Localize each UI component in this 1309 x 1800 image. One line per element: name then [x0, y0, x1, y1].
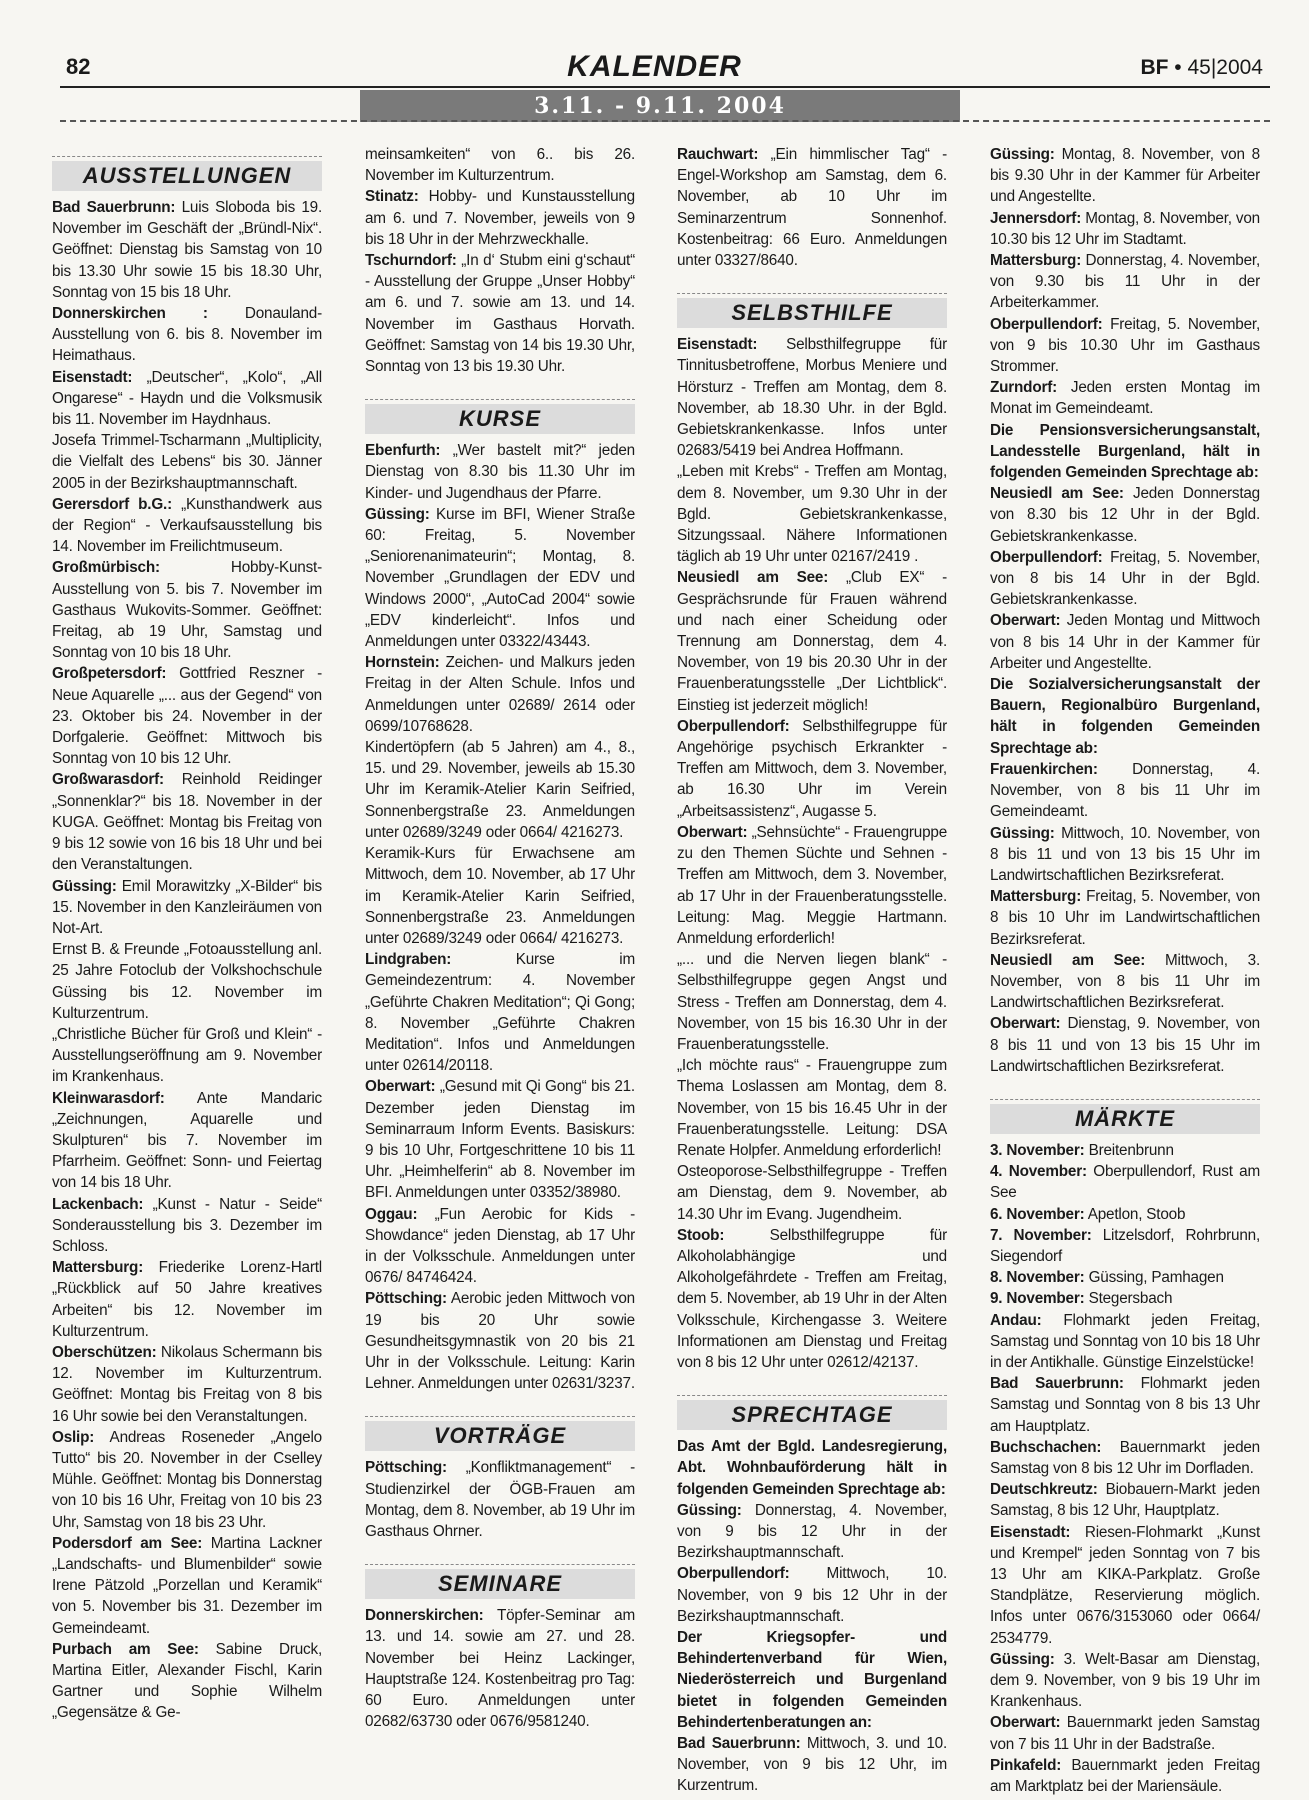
entry-text: Apetlon, Stoob	[1084, 1205, 1186, 1223]
section-heading-sprechtage: SPRECHTAGE	[677, 1395, 947, 1430]
calendar-entry	[365, 1605, 635, 1732]
entry-place: Oberwart:	[990, 612, 1061, 630]
calendar-entry	[52, 663, 322, 769]
calendar-entry	[677, 1500, 947, 1564]
entry-text: Zeichen- und Malkurs jeden Freitag in der Alten Schule. Infos und Anmeldungen unter 02689/ 2614 oder 0699/10768628.	[365, 654, 635, 735]
entry-text: „Kunst - Natur - Seide“ Sonderausstellung bis 3. Dezember im Schloss.	[52, 1195, 322, 1255]
entry-text: „Fun Aerobic for Kids - Showdance“ jeden Dienstag, ab 17 Uhr in der Volksschule. Anmeldungen unter 0676/ 84746424.	[365, 1205, 635, 1287]
entry-text: Kindertöpfern (ab 5 Jahren) am 4., 8., 15. und 29. November, jeweils ab 15.30 Uhr im Keramik-Atelier Karin Seifried, Sonnenbergstraße 23. Anmeldungen unter 02689/3249 oder 0664/ 4216273.	[365, 739, 635, 841]
entry-text: Mittwoch, 3. November, von 8 bis 11 Uhr im Landwirtschaftlichen Bezirksreferat.	[990, 951, 1260, 1012]
calendar-entry	[52, 494, 322, 558]
entry-text: 3. Welt-Basar am Dienstag, dem 9. November, von 9 bis 19 Uhr im Krankenhaus.	[990, 1650, 1260, 1711]
entry-place: Oberpullendorf:	[990, 548, 1103, 566]
calendar-entry	[365, 1204, 635, 1289]
entry-text: Bauernmarkt jeden Freitag am Marktplatz bei der Mariensäule.	[990, 1756, 1260, 1796]
calendar-entry	[677, 1563, 947, 1627]
entry-text: Freitag, 5. November, von 8 bis 10 Uhr im Landwirtschaftlichen Bezirksreferat.	[990, 888, 1260, 948]
entry-text: Martina Lackner „Landschafts- und Blumenbilder“ sowie Irene Pätzold „Porzellan und Keramik“ von 5. November bis 31. Dezember im Gemeindeamt.	[52, 1534, 322, 1637]
entry-place: Pöttsching:	[365, 1459, 447, 1477]
entry-place: 7. November:	[990, 1226, 1092, 1244]
calendar-entry	[52, 1533, 322, 1639]
entry-place: Oberpullendorf:	[990, 315, 1103, 333]
calendar-entry	[365, 440, 635, 504]
entry-text: Freitag, 5. November, von 8 bis 14 Uhr in der Bgld. Gebietskrankenkasse.	[990, 548, 1260, 609]
entry-place: Bad Sauerbrunn:	[677, 1735, 801, 1753]
entry-text: Bauernmarkt jeden Samstag von 8 bis 12 Uhr im Dorfladen.	[990, 1438, 1260, 1477]
entry-place: Pinkafeld:	[990, 1756, 1062, 1774]
calendar-entry	[52, 430, 322, 494]
entry-place: 3. November:	[990, 1141, 1085, 1159]
entry-text: Selbsthilfegruppe für Angehörige psychisch Erkrankter - Treffen am Mittwoch, dem 3. November, ab 16.30 Uhr im Verein „Arbeitsassistenz“, Augasse 5.	[677, 717, 947, 820]
calendar-entry	[990, 1288, 1260, 1309]
entry-text: Mittwoch, 10. November, von 8 bis 11 und von 13 bis 15 Uhr im Landwirtschaftlichen Bezirksreferat.	[990, 824, 1260, 884]
calendar-entry	[990, 1479, 1260, 1521]
calendar-entry	[990, 1225, 1260, 1267]
entry-place: 9. November:	[990, 1290, 1085, 1308]
entry-place: Donnerskirchen :	[52, 305, 208, 323]
entry-place: Jennersdorf:	[990, 209, 1082, 227]
entry-place: Die Pensionsversicherungsanstalt, Landesstelle Burgenland, hält in folgenden Gemeinden Sprechtage ab:	[990, 421, 1260, 482]
entry-place: Mattersburg:	[990, 888, 1082, 906]
calendar-entry	[677, 1627, 947, 1733]
entry-text: Freitag, 5. November, von 9 bis 10.30 Uhr im Gasthaus Strommer.	[990, 315, 1260, 376]
calendar-entry	[365, 652, 635, 737]
entry-text: „Deutscher“, „Kolo“, „All Ongarese“ - Haydn und die Volksmusik bis 11. November im Haydnhaus.	[52, 368, 322, 429]
entry-place: 4. November:	[990, 1163, 1087, 1181]
entry-place: Güssing:	[990, 1650, 1055, 1668]
calendar-entry	[990, 144, 1260, 208]
pub-name: BF	[1140, 56, 1169, 79]
entry-place: Andau:	[990, 1311, 1042, 1329]
calendar-entry	[990, 1161, 1260, 1203]
entry-place: Güssing:	[365, 505, 430, 523]
calendar-entry	[52, 367, 322, 431]
entry-place: Donnerskirchen:	[365, 1607, 484, 1625]
entry-text: Ante Mandaric „Zeichnungen, Aquarelle und Skulpturen“ bis 7. November im Pfarrheim. Geöffnet: Sonn- und Feiertag von 14 bis 18 Uhr.	[52, 1089, 322, 1192]
calendar-entry	[677, 1055, 947, 1161]
calendar-entry	[990, 1267, 1260, 1288]
calendar-entry	[365, 144, 635, 186]
issue-label	[1140, 56, 1263, 80]
entry-place: Deutschkreutz:	[990, 1481, 1098, 1499]
calendar-entry	[677, 1161, 947, 1225]
entry-text: Donnerstag, 4. November, von 9.30 bis 11 Uhr in der Arbeiterkammer.	[990, 252, 1260, 312]
calendar-entry	[990, 1140, 1260, 1161]
entry-place: Der Kriegsopfer- und Behindertenverband für Wien, Niederösterreich und Burgenland bietet in folgenden Gemeinden Behindertenberatungen an:	[677, 1629, 947, 1731]
entry-place: Güssing:	[52, 877, 117, 895]
entry-text: Jeden ersten Montag im Monat im Gemeindeamt.	[990, 379, 1260, 418]
section-heading-ausstellungen: AUSSTELLUNGEN	[52, 156, 322, 191]
entry-place: Bad Sauerbrunn:	[990, 1375, 1124, 1393]
entry-place: Die Sozialversicherungsanstalt der Bauern, Regionalbüro Burgenland, hält in folgenden Gemeinden Sprechtage ab:	[990, 676, 1260, 757]
ausstellungen-cont-list	[365, 144, 635, 377]
calendar-entry	[990, 1522, 1260, 1649]
pub-issue: • 45|2004	[1168, 56, 1263, 79]
entry-text: „In d‘ Stubm eini g‘schaut“ - Ausstellung der Gruppe „Unser Hobby“ am 6. und 7. sowie am 13. und 14. November im Gasthaus Horvath. Geöffnet: Samstag von 14 bis 19.30 Uhr, Sonntag von 13 bis 19.30 Uhr.	[365, 252, 635, 376]
calendar-entry	[677, 1733, 947, 1797]
entry-place: Oslip:	[52, 1428, 95, 1446]
calendar-entry	[365, 1288, 635, 1394]
calendar-entry	[365, 1076, 635, 1203]
entry-text: Kurse im Gemeindezentrum: 4. November „Geführte Chakren Meditation“; Qi Gong; 8. November „Geführte Chakren Meditation“. Infos und Anmeldungen unter 02614/20118.	[365, 951, 635, 1075]
entry-text: Andreas Roseneder „Angelo Tutto“ bis 20. November in der Cselley Mühle. Geöffnet: Montag bis Donnerstag von 10 bis 16 Uhr, Freitag von 10 bis 23 Uhr, Samstag von 18 bis 23 Uhr.	[52, 1428, 322, 1531]
entry-place: Oberwart:	[990, 1015, 1061, 1033]
entry-text: Biobauern-Markt jeden Samstag, 8 bis 12 Uhr, Hauptplatz.	[990, 1481, 1260, 1520]
calendar-entry	[52, 769, 322, 875]
entry-text: Montag, 8. November, von 10.30 bis 12 Uhr im Stadtamt.	[990, 209, 1260, 248]
entry-place: Oberschützen:	[52, 1343, 157, 1361]
entry-place: Frauenkirchen:	[990, 760, 1098, 778]
calendar-entry	[677, 461, 947, 567]
calendar-entry	[990, 1712, 1260, 1754]
entry-place: Buchschachen:	[990, 1438, 1102, 1456]
entry-place: 6. November:	[990, 1205, 1085, 1223]
entry-place: Bad Sauerbrunn:	[52, 199, 176, 216]
selbsthilfe-list	[677, 334, 947, 1373]
entry-text: „Club EX“ - Gesprächsrunde für Frauen während und nach einer Scheidung oder Trennung am Donnerstag, dem 4. November, von 19 bis 20.30 Uhr in der Frauenberatungsstelle „Der Lichtblick“. Einstieg ist jederzeit möglich!	[677, 569, 948, 714]
entry-place: Güssing:	[990, 146, 1055, 163]
calendar-entry	[990, 208, 1260, 250]
calendar-entry	[990, 1310, 1260, 1374]
calendar-entry	[52, 1024, 322, 1088]
entry-place: Lindgraben:	[365, 951, 452, 969]
calendar-entry	[677, 716, 947, 822]
entry-place: Mattersburg:	[52, 1259, 144, 1277]
maerkte-list	[990, 1140, 1260, 1797]
entry-text: „Ein himmlischer Tag“ - Engel-Workshop am Samstag, dem 6. November, ab 10 Uhr im Seminarzentrum Sonnenhof. Kostenbeitrag: 66 Euro. Anmeldungen unter 03327/8640.	[677, 146, 947, 270]
section-heading-kurse: KURSE	[365, 399, 635, 434]
entry-place: Hornstein:	[365, 654, 440, 672]
entry-place: Eisenstadt:	[677, 336, 758, 354]
calendar-entry	[677, 334, 947, 461]
entry-place: Ebenfurth:	[365, 442, 441, 460]
calendar-entry	[677, 822, 947, 949]
entry-text: Josefa Trimmel-Tscharmann „Multiplicity, die Vielfalt des Lebens“ bis 30. Jänner 2005 in der Bezirkshauptmannschaft.	[52, 432, 322, 492]
sprechtage-list	[677, 1436, 947, 1796]
entry-place: Neusiedl am See:	[677, 569, 829, 587]
entry-text: Güssing, Pamhagen	[1084, 1269, 1224, 1287]
entry-text: Jeden Montag und Mittwoch von 8 bis 14 Uhr in der Kammer für Arbeiter und Angestellte.	[990, 612, 1260, 672]
entry-place: Oberpullendorf:	[677, 717, 790, 735]
entry-text: Stegersbach	[1084, 1290, 1173, 1308]
calendar-entry	[677, 949, 947, 1055]
column-3	[677, 148, 947, 1797]
entry-place: Güssing:	[677, 1501, 742, 1519]
calendar-entry	[365, 843, 635, 949]
entry-place: Oberwart:	[365, 1078, 436, 1096]
calendar-entry	[990, 1013, 1260, 1077]
section-heading-vortraege: VORTRÄGE	[365, 1416, 635, 1451]
entry-text: Litzelsdorf, Rohrbrunn, Siegendorf	[990, 1226, 1260, 1265]
calendar-entry	[990, 610, 1260, 674]
entry-place: 8. November:	[990, 1269, 1085, 1287]
calendar-entry	[365, 737, 635, 843]
calendar-entry	[52, 303, 322, 367]
entry-place: Großwarasdorf:	[52, 771, 164, 789]
entry-place: Kleinwarasdorf:	[52, 1089, 165, 1107]
calendar-entry	[365, 250, 635, 377]
section-heading-selbsthilfe: SELBSTHILFE	[677, 293, 947, 328]
entry-text: „Kunsthandwerk aus der Region“ - Verkaufsausstellung bis 14. November im Freilichtmuseum.	[52, 495, 322, 556]
entry-text: Osteoporose-Selbsthilfegruppe - Treffen am Dienstag, dem 9. November, ab 14.30 Uhr im Evang. Jugendheim.	[677, 1163, 947, 1223]
calendar-entry	[52, 939, 322, 1024]
entry-place: Lackenbach:	[52, 1195, 144, 1213]
entry-text: Jeden Donnerstag von 8.30 bis 12 Uhr in der Bgld. Gebietskrankenkasse.	[990, 485, 1260, 545]
entry-place: Eisenstadt:	[52, 368, 133, 386]
entry-text: Hobby- und Kunstausstellung am 6. und 7. November, jeweils von 9 bis 18 Uhr in der Mehrzweckhalle.	[365, 188, 635, 248]
column-1	[52, 148, 322, 1724]
entry-place: Purbach am See:	[52, 1640, 199, 1658]
entry-text: Kurse im BFI, Wiener Straße 60: Freitag, 5. November „Seniorenanimateurin“; Montag, 8. November „Grundlagen der EDV und Windows 2000“, „AutoCad 2004“ sowie „EDV kinderleicht“. Infos und Anmeldungen unter 03322/43443.	[365, 505, 635, 651]
entry-text: Luis Sloboda bis 19. November im Geschäft der „Bründl-Nix“. Geöffnet: Dienstag bis Samstag von 10 bis 13.30 Uhr sowie 15 bis 18.30 Uhr, Sonntag von 15 bis 18 Uhr.	[52, 199, 322, 301]
entry-text: „Konfliktmanagement“ - Studienzirkel der ÖGB-Frauen am Montag, dem 8. November, ab 19 Uhr im Gasthaus Ohrner.	[365, 1459, 635, 1540]
calendar-entry	[52, 1427, 322, 1533]
entry-text: „... und die Nerven liegen blank“ - Selbsthilfegruppe gegen Angst und Stress - Treffen am Donnerstag, dem 4. November, von 15 bis 16.30 Uhr in der Frauenberatungsstelle.	[677, 951, 947, 1053]
entry-text: Selbsthilfegruppe für Tinnitusbetroffene, Morbus Meniere und Hörsturz - Treffen am Montag, dem 8. November, ab 18.30 Uhr. in der Bgld. Gebietskrankenkasse. Infos unter 02683/5419 bei Andrea Hoffmann.	[677, 336, 947, 460]
column-2	[365, 148, 635, 1732]
entry-place: Mattersburg:	[990, 252, 1082, 270]
calendar-entry	[990, 886, 1260, 950]
seminare-list	[365, 1605, 635, 1732]
calendar-entry	[990, 420, 1260, 484]
calendar-entry	[990, 1437, 1260, 1479]
calendar-entry	[677, 567, 947, 715]
entry-text: Hobby-Kunst-Ausstellung von 5. bis 7. November im Gasthaus Wukovits-Sommer. Geöffnet: Freitag, ab 19 Uhr, Samstag und Sonntag von 10 bis 18 Uhr.	[52, 559, 322, 662]
calendar-entry	[52, 876, 322, 940]
entry-text: „Ich möchte raus“ - Frauengruppe zum Thema Loslassen am Montag, dem 8. November, von 15 bis 16.45 Uhr in der Frauenberatungsstelle. Leitung: DSA Renate Holpfer. Anmeldung erforderlich!	[677, 1057, 947, 1159]
header-rule	[60, 86, 1270, 88]
entry-place: Oggau:	[365, 1205, 418, 1223]
calendar-entry	[990, 759, 1260, 823]
calendar-entry	[990, 1649, 1260, 1713]
calendar-entry	[990, 823, 1260, 887]
entry-place: Podersdorf am See:	[52, 1534, 203, 1552]
calendar-entry	[365, 186, 635, 250]
entry-text: meinsamkeiten“ von 6.. bis 26. November im Kulturzentrum.	[365, 146, 635, 185]
entry-text: Breitenbrunn	[1084, 1141, 1174, 1159]
calendar-entry	[990, 950, 1260, 1014]
entry-place: Das Amt der Bgld. Landesregierung, Abt. Wohnbauförderung hält in folgenden Gemeinden Sprechtage ab:	[677, 1438, 947, 1498]
entry-place: Großmürbisch:	[52, 559, 160, 577]
entry-text: Emil Morawitzky „X-Bilder“ bis 15. November in den Kanzleiräumen von Not-Art.	[52, 877, 322, 937]
entry-text: Friederike Lorenz-Hartl „Rückblick auf 50 Jahre kreatives Arbeiten“ bis 12. November im Kulturzentrum.	[52, 1259, 322, 1340]
vortraege-list	[365, 1457, 635, 1542]
entry-text: Reinhold Reidinger „Sonnenklar?“ bis 18. November in der KUGA. Geöffnet: Montag bis Freitag von 9 bis 12 sowie von 16 bis 18 Uhr und bei den Veranstaltungen.	[52, 771, 322, 874]
entry-text: Aerobic jeden Mittwoch von 19 bis 20 Uhr sowie Gesundheitsgymnastik von 20 bis 21 Uhr in der Volksschule. Leitung: Karin Lehner. Anmeldungen unter 02631/3237.	[365, 1290, 635, 1393]
calendar-entry	[990, 483, 1260, 547]
calendar-entry	[990, 1373, 1260, 1437]
calendar-entry	[52, 1194, 322, 1258]
entry-place: Zurndorf:	[990, 379, 1058, 397]
calendar-entry	[990, 674, 1260, 759]
calendar-entry	[52, 197, 322, 303]
calendar-entry	[990, 314, 1260, 378]
entry-text: „Sehnsüchte“ - Frauengruppe zu den Themen Süchte und Sehnen - Treffen am Mittwoch, dem 3. November, ab 17 Uhr in der Frauenberatungsstelle. Leitung: Mag. Meggie Hartmann. Anmeldung erforderlich!	[677, 823, 947, 947]
calendar-entry	[677, 1225, 947, 1373]
entry-text: Sabine Druck, Martina Eitler, Alexander Fischl, Karin Gartner und Sophie Wilhelm „Gegensätze & Ge-	[52, 1640, 322, 1722]
calendar-entry	[677, 144, 947, 271]
entry-text: Dienstag, 9. November, von 8 bis 11 und von 13 bis 15 Uhr im Landwirtschaftlichen Bezirksreferat.	[990, 1015, 1260, 1075]
page-title: KALENDER	[567, 50, 742, 83]
entry-place: Stoob:	[677, 1226, 725, 1244]
calendar-entry	[365, 1457, 635, 1542]
entry-text: Gottfried Reszner - Neue Aquarelle „... aus der Gegend“ von 23. Oktober bis 24. November in der Dorfgalerie. Geöffnet: Mittwoch bis Sonntag von 10 bis 12 Uhr.	[52, 665, 322, 768]
entry-place: Rauchwart:	[677, 146, 759, 163]
calendar-entry	[990, 1204, 1260, 1225]
page-header	[0, 0, 1309, 130]
calendar-entry	[990, 250, 1260, 314]
entry-place: Pöttsching:	[365, 1290, 447, 1308]
calendar-entry	[677, 1436, 947, 1500]
calendar-entry	[990, 1755, 1260, 1797]
entry-place: Tschurndorf:	[365, 252, 457, 270]
entry-place: Großpetersdorf:	[52, 665, 167, 683]
entry-text: Keramik-Kurs für Erwachsene am Mittwoch, dem 10. November, ab 17 Uhr im Keramik-Atelier Karin Seifried, Sonnenbergstraße 23. Anmeldungen unter 02689/3249 oder 0664/ 4216273.	[365, 845, 635, 947]
entry-text: Flohmarkt jeden Samstag und Sonntag von 8 bis 13 Uhr am Hauptplatz.	[990, 1375, 1260, 1435]
entry-text: „Christliche Bücher für Groß und Klein“ - Ausstellungseröffnung am 9. November im Krankenhaus.	[52, 1025, 322, 1086]
entry-place: Neusiedl am See:	[990, 485, 1124, 503]
entry-text: Donnerstag, 4. November, von 9 bis 12 Uhr in der Bezirkshauptmannschaft.	[677, 1501, 947, 1562]
entry-place: Gerersdorf b.G.:	[52, 495, 172, 513]
entry-place: Eisenstadt:	[990, 1523, 1071, 1541]
calendar-entry	[52, 1257, 322, 1342]
calendar-entry	[365, 504, 635, 652]
ausstellungen-list	[52, 197, 322, 1724]
entry-place: Güssing:	[990, 824, 1055, 842]
calendar-entry	[52, 1639, 322, 1724]
calendar-entry	[990, 547, 1260, 611]
entry-text: Bauernmarkt jeden Samstag von 7 bis 11 Uhr in der Badstraße.	[990, 1714, 1260, 1753]
kurse-list	[365, 440, 635, 1394]
entry-text: Donnerstag, 4. November, von 8 bis 11 Uhr im Gemeindeamt.	[990, 760, 1260, 821]
sprechtage-cont-list	[990, 144, 1260, 1077]
section-heading-seminare: SEMINARE	[365, 1564, 635, 1599]
entry-text: Riesen-Flohmarkt „Kunst und Krempel“ jeden Sonntag von 7 bis 13 Uhr am KIKA-Parkplatz. Große Standplätze, Reservierung möglich. Infos unter 0676/3153060 oder 0664/ 2534779.	[990, 1523, 1260, 1647]
date-range: 3.11. - 9.11. 2004	[360, 90, 960, 122]
entry-place: Neusiedl am See:	[990, 951, 1146, 969]
entry-text: Donauland-Ausstellung von 6. bis 8. November im Heimathaus.	[52, 305, 322, 365]
entry-place: Oberwart:	[677, 823, 748, 841]
entry-place: Oberwart:	[990, 1714, 1061, 1732]
entry-text: Ernst B. & Freunde „Fotoausstellung anl. 25 Jahre Fotoclub der Volkshochschule Güssing bis 12. November im Kulturzentrum.	[52, 941, 322, 1022]
entry-text: Nikolaus Schermann bis 12. November im Kulturzentrum. Geöffnet: Montag bis Freitag von 8 bis 16 Uhr sowie bei den Veranstaltungen.	[52, 1343, 322, 1425]
entry-text: Selbsthilfegruppe für Alkoholabhängige und Alkoholgefährdete - Treffen am Freitag, dem 5. November, ab 19 Uhr in der Alten Volksschule, Kirchengasse 3. Weitere Informationen am Dienstag und Freitag von 8 bis 12 Uhr unter 02612/42137.	[677, 1226, 947, 1371]
calendar-entry	[52, 1088, 322, 1194]
entry-text: „Gesund mit Qi Gong“ bis 21. Dezember jeden Dienstag im Seminarraum Inform Events. Basiskurs: 9 bis 10 Uhr, Fortgeschrittene 10 bis 11 Uhr. „Heimhelferin“ ab 8. November im BFI. Anmeldungen unter 03352/38980.	[365, 1078, 635, 1202]
section-heading-maerkte: MÄRKTE	[990, 1099, 1260, 1134]
entry-text: Oberpullendorf, Rust am See	[990, 1163, 1260, 1202]
entry-place: Oberpullendorf:	[677, 1565, 790, 1583]
calendar-entry	[365, 949, 635, 1076]
entry-text: Mittwoch, 3. und 10. November, von 9 bis 12 Uhr, im Kurzentrum.	[677, 1735, 947, 1795]
entry-text: Töpfer-Seminar am 13. und 14. sowie am 27. und 28. November bei Heinz Lackinger, Hauptstraße 124. Kostenbeitrag pro Tag: 60 Euro. Anmeldungen unter 02682/63730 oder 0676/9581240.	[365, 1607, 635, 1731]
entry-place: Stinatz:	[365, 188, 419, 206]
calendar-entry	[52, 557, 322, 663]
page-number: 82	[66, 54, 91, 79]
entry-text: „Wer bastelt mit?“ jeden Dienstag von 8.30 bis 11.30 Uhr im Kinder- und Jugendhaus der Pfarre.	[365, 442, 635, 502]
column-4	[990, 148, 1260, 1797]
entry-text: „Leben mit Krebs“ - Treffen am Montag, dem 8. November, um 9.30 Uhr in der Bgld. Gebietskrankenkasse, Sitzungssaal. Nähere Informationen täglich ab 19 Uhr unter 02167/2419 .	[677, 463, 947, 566]
seminare-cont-list	[677, 144, 947, 271]
entry-text: Mittwoch, 10. November, von 9 bis 12 Uhr in der Bezirkshauptmannschaft.	[677, 1565, 947, 1625]
calendar-entry	[990, 377, 1260, 419]
calendar-entry	[52, 1342, 322, 1427]
entry-text: Flohmarkt jeden Freitag, Samstag und Sonntag von 10 bis 18 Uhr in der Antikhalle. Günstige Einzelstücke!	[990, 1311, 1260, 1371]
header-dashed-rule	[60, 120, 1270, 122]
entry-text: Montag, 8. November, von 8 bis 9.30 Uhr in der Kammer für Arbeiter und Angestellte.	[990, 146, 1260, 206]
